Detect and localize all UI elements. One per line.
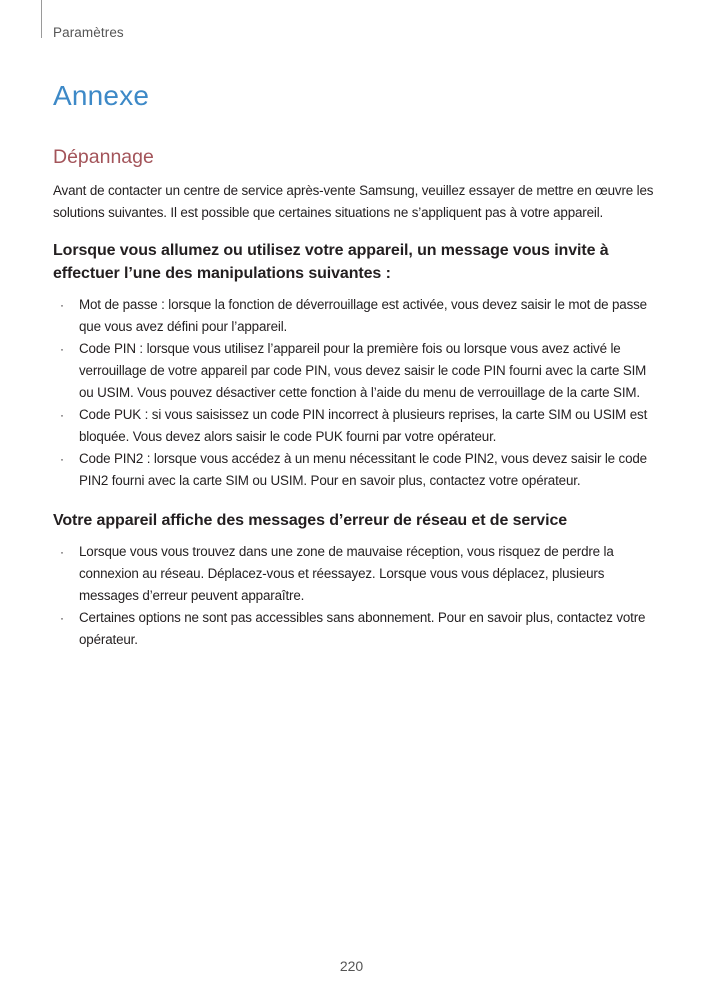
list-item <box>53 607 651 651</box>
section-heading: Dépannage <box>53 146 154 168</box>
bullet-list-2 <box>53 541 651 651</box>
list-item <box>53 294 651 338</box>
bullet-icon: · <box>60 408 64 422</box>
bullet-icon: · <box>60 452 64 466</box>
intro-paragraph: Avant de contacter un centre de service après-vente Samsung, veuillez essayer de mettre en œuvre les solutions suivantes. Il est possible que certaines situations ne s’appliquent pas à votre appareil. <box>53 183 654 220</box>
subsection-heading-1: Lorsque vous allumez ou utilisez votre appareil, un message vous invite à effectuer l’une des manipulations suivantes : <box>53 242 609 282</box>
bullet-icon: · <box>60 342 64 356</box>
list-item-text: Code PUK : si vous saisissez un code PIN incorrect à plusieurs reprises, la carte SIM ou USIM est bloquée. Vous devez alors saisir le code PUK fourni par votre opérateur. <box>79 407 648 444</box>
bullet-icon: · <box>60 298 64 312</box>
page-title: Annexe <box>53 80 150 111</box>
list-item-text: Mot de passe : lorsque la fonction de déverrouillage est activée, vous devez saisir le mot de passe que vous avez défini pour l’appareil. <box>79 297 647 334</box>
bullet-icon: · <box>60 545 64 559</box>
list-item-text: Certaines options ne sont pas accessibles sans abonnement. Pour en savoir plus, contactez votre opérateur. <box>79 610 646 647</box>
header-divider <box>41 0 42 38</box>
list-item <box>53 448 651 492</box>
subsection-heading-2: Votre appareil affiche des messages d’erreur de réseau et de service <box>53 512 568 529</box>
list-item-text: Lorsque vous vous trouvez dans une zone de mauvaise réception, vous risquez de perdre la connexion au réseau. Déplacez-vous et réessayez. Lorsque vous vous déplacez, plusieurs messages d’erreur peuvent apparaître. <box>79 544 614 603</box>
list-item <box>53 338 651 404</box>
bullet-icon: · <box>60 611 64 625</box>
list-item-text: Code PIN : lorsque vous utilisez l’appareil pour la première fois ou lorsque vous avez activé le verrouillage de votre appareil par code PIN, vous devez saisir le code PIN fourni avec la carte SIM ou USIM. Vous pouvez désactiver cette fonction à l’aide du menu de verrouillage de la carte SIM. <box>79 341 647 400</box>
list-item <box>53 541 651 607</box>
header-section-label: Paramètres <box>53 25 124 40</box>
list-item-text: Code PIN2 : lorsque vous accédez à un menu nécessitant le code PIN2, vous devez saisir le code PIN2 fourni avec la carte SIM ou USIM. Pour en savoir plus, contactez votre opérateur. <box>79 451 647 488</box>
page-number: 220 <box>339 958 364 974</box>
list-item <box>53 404 651 448</box>
bullet-list-1 <box>53 294 651 492</box>
